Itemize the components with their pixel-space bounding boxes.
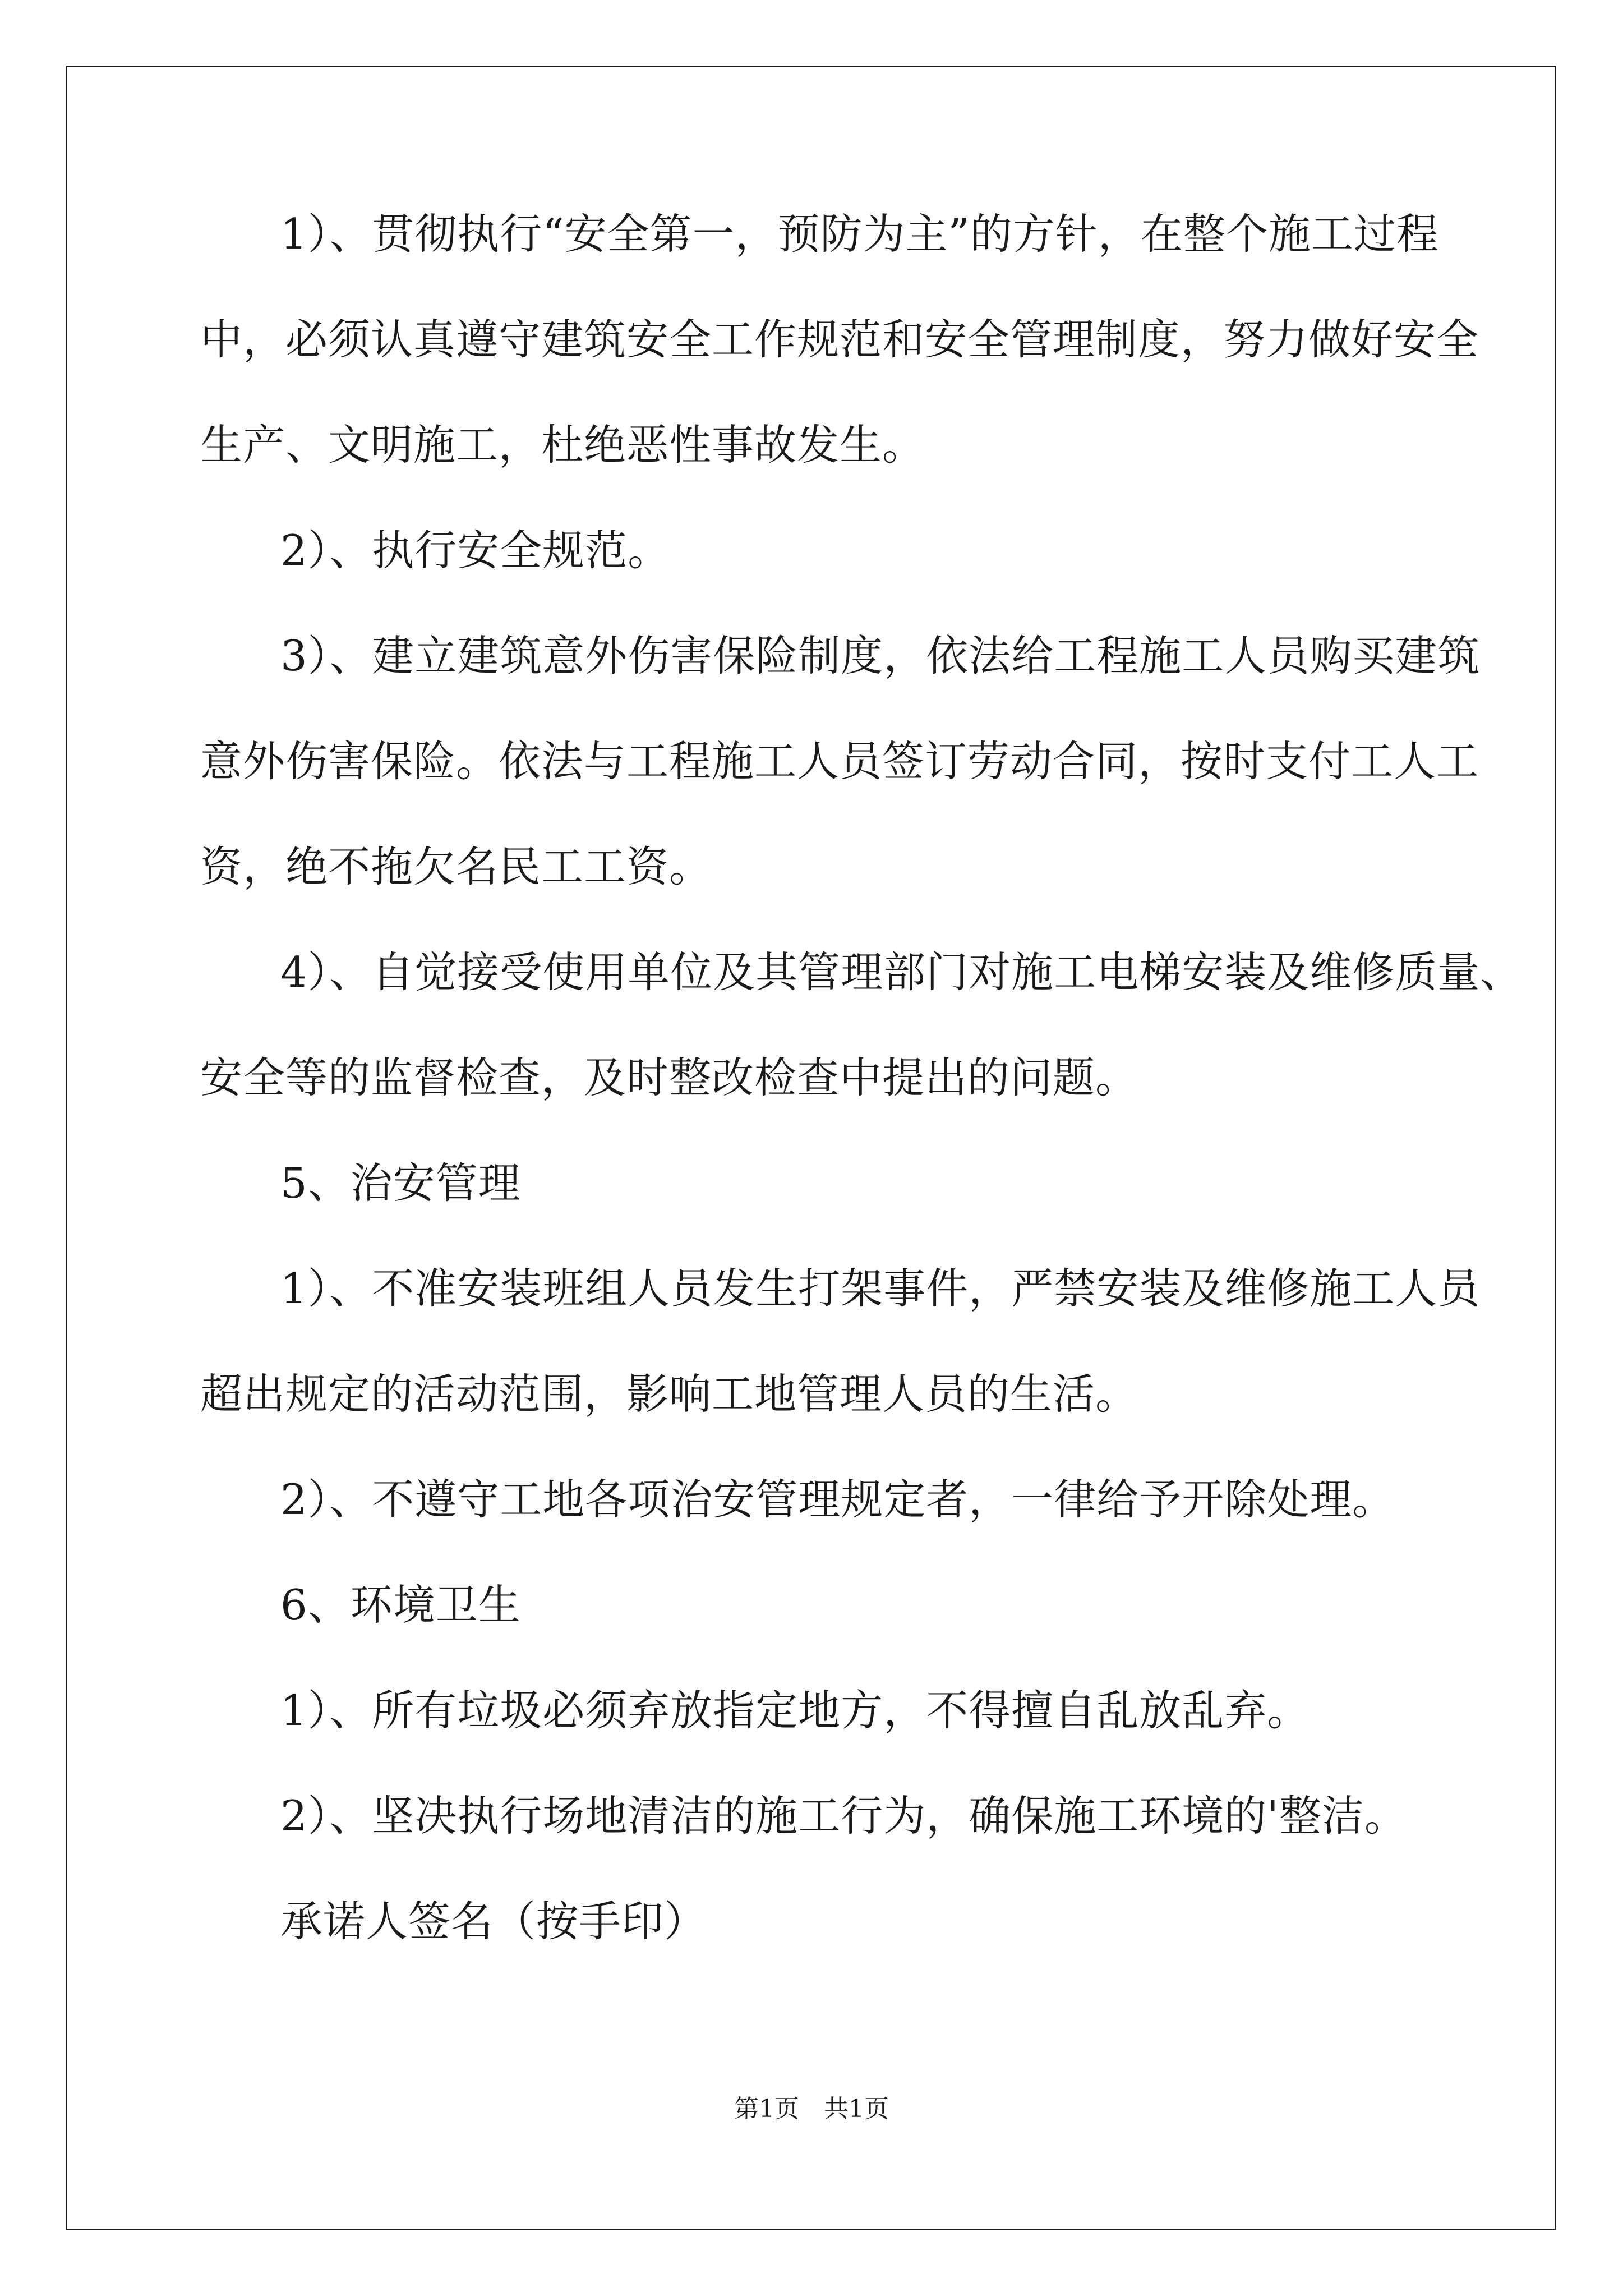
section-heading: 6、环境卫生: [280, 1580, 521, 1630]
paragraph-line: 生产、文明施工，杜绝恶性事故发生。: [200, 420, 925, 470]
paragraph-line: 4）、自觉接受使用单位及其管理部门对施工电梯安装及维修质量、: [280, 947, 1523, 997]
paragraph-line: 1）、不准安装班组人员发生打架事件，严禁安装及维修施工人员: [280, 1264, 1481, 1313]
paragraph-line: 意外伤害保险。依法与工程施工人员签订劳动合同，按时支付工人工: [200, 737, 1479, 786]
paragraph-line: 1）、所有垃圾必须弃放指定地方，不得擅自乱放乱弃。: [280, 1686, 1310, 1735]
paragraph-line: 2）、坚决执行场地清洁的施工行为，确保施工环境的'整洁。: [280, 1791, 1407, 1841]
paragraph-line: 2）、执行安全规范。: [280, 526, 671, 575]
page-number: 第1页 共1页: [734, 2095, 889, 2123]
paragraph-line: 2）、不遵守工地各项治安管理规定者，一律给予开除处理。: [280, 1475, 1395, 1524]
paragraph-line: 超出规定的活动范围，影响工地管理人员的生活。: [200, 1369, 1138, 1419]
paragraph-line: 资，绝不拖欠名民工工资。: [200, 842, 712, 891]
signature-label: 承诺人签名（按手印）: [280, 1897, 707, 1946]
section-heading: 5、治安管理: [280, 1158, 521, 1208]
paragraph-line: 安全等的监督检查，及时整改检查中提出的问题。: [200, 1053, 1138, 1102]
paragraph-line: 1）、贯彻执行“安全第一，预防为主”的方针，在整个施工过程: [280, 209, 1439, 259]
paragraph-line: 3）、建立建筑意外伤害保险制度，依法给工程施工人员购买建筑: [280, 631, 1481, 680]
paragraph-line: 中，必须认真遵守建筑安全工作规范和安全管理制度，努力做好安全: [200, 315, 1479, 364]
